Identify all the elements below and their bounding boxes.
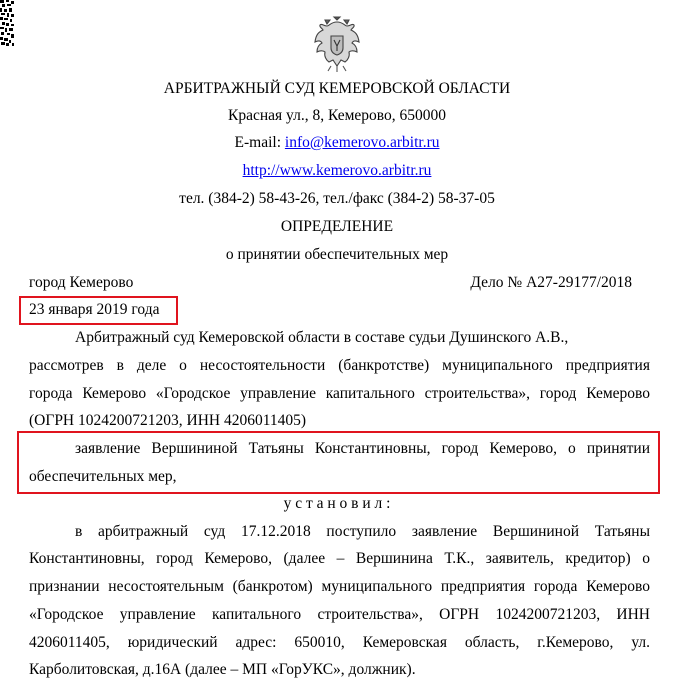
court-name: АРБИТРАЖНЫЙ СУД КЕМЕРОВСКОЙ ОБЛАСТИ [163,80,511,97]
email-link[interactable]: info@kemerovo.arbitr.ru [284,134,440,151]
established-heading: у с т а н о в и л : [283,495,391,512]
court-address: Красная ул., 8, Кемерово, 650000 [228,107,446,124]
email-line [0,134,674,152]
para-line-2: Константиновны, город Кемерово, (далее – Вершинина Т.К., заявитель, кредитор) о [29,550,650,567]
email-label: E-mail: [234,134,285,151]
document-title: ОПРЕДЕЛЕНИЕ [280,218,394,235]
para-line-6: Карболитовская, д.16А (далее – МП «ГорУКС», должник). [29,661,416,678]
body-line-1: Арбитражный суд Кемеровской области в составе судьи Душинского А.В., [75,329,569,346]
phone-line: тел. (384-2) 58-43-26, тел./факс (384-2) 58-37-05 [179,190,495,207]
website-line [0,162,674,180]
body-line-3: города Кемерово «Городское управление капитального строительства», город Кемерово [29,385,650,402]
document-date: 23 января 2019 года [29,301,160,318]
case-number: Дело № А27-29177/2018 [470,274,632,291]
coat-of-arms-emblem [313,14,361,74]
body-line-5: заявление Вершининой Татьяны Константиновны, город Кемерово, о принятии [75,440,650,457]
body-line-4: (ОГРН 1024200721203, ИНН 4206011405) [29,412,307,429]
para-line-5: 4206011405, юридический адрес: 650010, Кемеровская область, г.Кемерово, ул. [29,634,650,651]
body-line-2: рассмотрев в деле о несостоятельности (банкротстве) муниципального предприятия [29,357,650,374]
para-line-1: в арбитражный суд 17.12.2018 поступило заявление Вершининой Татьяны [75,523,650,540]
website-link[interactable]: http://www.kemerovo.arbitr.ru [242,162,432,179]
para-line-4: «Городское управление капитального строительства», ОГРН 1024200721203, ИНН [29,606,650,623]
para-line-3: признании несостоятельным (банкротом) муниципального предприятия города Кемерово [29,578,650,595]
document-subtitle: о принятии обеспечительных мер [225,246,449,263]
body-line-6: обеспечительных мер, [29,468,177,485]
city-label: город Кемерово [29,274,134,291]
qr-code [0,0,14,46]
